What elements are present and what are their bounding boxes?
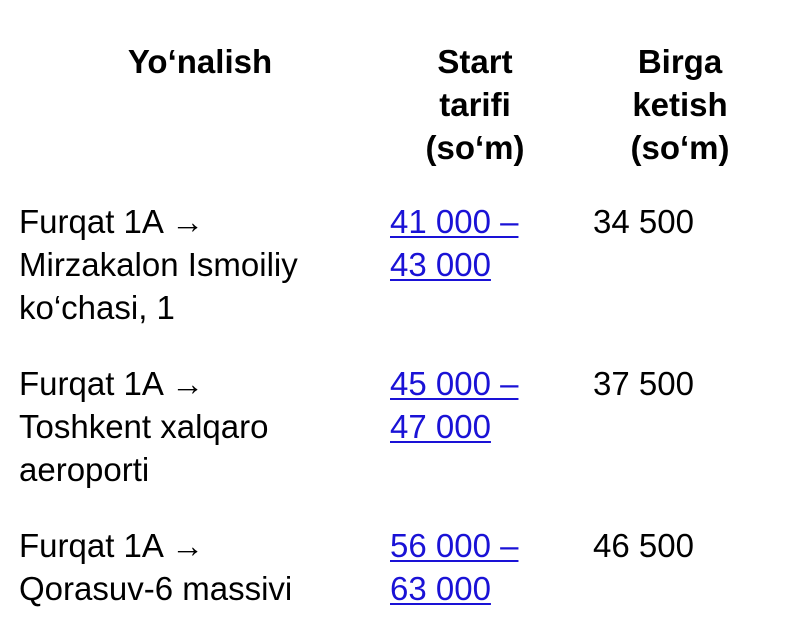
route-line: Toshkent xalqaro — [19, 408, 269, 445]
route-line: Mirzakalon Ismoiliy — [19, 246, 298, 283]
header-shared-ride-line: (so‘m) — [630, 129, 730, 166]
route-line: aeroporti — [19, 451, 150, 488]
start-fare-cell — [390, 524, 580, 610]
start-fare-cell — [390, 362, 580, 448]
header-shared-ride-line: ketish — [632, 86, 728, 123]
route-cell — [19, 200, 379, 329]
header-route-line: Yo‘nalish — [127, 43, 273, 80]
route-line: Furqat 1A → — [19, 203, 205, 240]
table-header — [0, 0, 800, 190]
route-cell — [19, 362, 379, 491]
header-shared-ride — [590, 40, 770, 169]
header-shared-ride-line: Birga — [637, 43, 723, 80]
route-line: Qorasuv-6 massivi — [19, 570, 293, 607]
header-start-fare — [380, 40, 570, 169]
start-fare-line: 47 000 — [390, 408, 491, 445]
start-fare-link[interactable] — [390, 524, 580, 610]
route-cell — [19, 524, 379, 610]
shared-ride-cell: 34 500 — [593, 203, 694, 240]
start-fare-line: 43 000 — [390, 246, 491, 283]
route-line: Furqat 1A → — [19, 365, 205, 402]
start-fare-line: 56 000 – — [390, 527, 519, 564]
route-line: ko‘chasi, 1 — [19, 289, 175, 326]
route-line: Furqat 1A → — [19, 527, 205, 564]
start-fare-cell — [390, 200, 580, 286]
header-route — [60, 40, 340, 83]
shared-ride-cell: 37 500 — [593, 365, 694, 402]
start-fare-line: 41 000 – — [390, 203, 519, 240]
header-start-fare-line: Start — [437, 43, 513, 80]
header-start-fare-line: tarifi — [439, 86, 511, 123]
start-fare-line: 63 000 — [390, 570, 491, 607]
start-fare-link[interactable] — [390, 200, 580, 286]
start-fare-line: 45 000 – — [390, 365, 519, 402]
header-start-fare-line: (so‘m) — [425, 129, 525, 166]
start-fare-link[interactable] — [390, 362, 580, 448]
shared-ride-cell: 46 500 — [593, 527, 694, 564]
